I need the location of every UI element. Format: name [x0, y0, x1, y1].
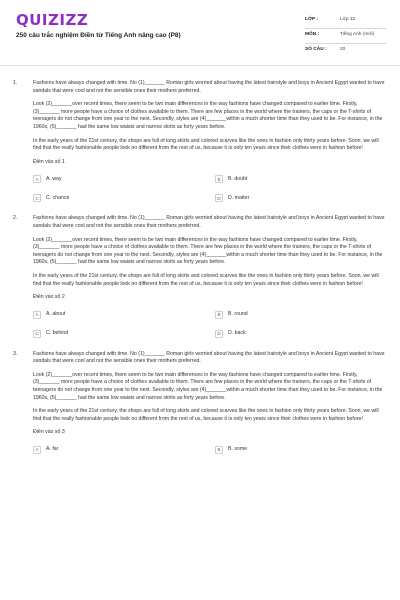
passage-paragraph: Look (2)_______over recent times, there seem to be two main differences in the way fashions have changed compared to earlier time. Firstly, (3)_______ more people have a choice of clothes available to them. There are few places in the world where the trainers, the caps or the T-shirts of teenagers do not change from one year to the next. Secondly, styles are (4)_______within a much shorter time than they used to be. For instance, in the 1960s, (5)_______ had the same low waists and narrow skirts as forty years before.: [33, 101, 383, 130]
question-list: [0, 80, 400, 467]
meta-row-count: [305, 44, 387, 58]
option-text: A. about: [46, 310, 66, 317]
meta-row-subject: [305, 29, 387, 44]
answer-option-b[interactable]: [215, 445, 385, 455]
option-letter-box: C: [33, 330, 41, 338]
worksheet-header: [0, 0, 400, 58]
quizizz-logo[interactable]: QUIZIZZ: [16, 11, 89, 29]
answer-option-a[interactable]: [33, 174, 215, 184]
answer-option-d[interactable]: [215, 193, 385, 203]
option-text: B. round: [228, 310, 248, 317]
option-letter-box: A: [33, 175, 41, 183]
option-letter-box: D: [215, 330, 223, 338]
passage-paragraph: Fashions have always changed with time. No (1)_______ Roman girls worried about having the latest hairstyle and boys in Ancient Egypt wanted to have sandals that were cool and not the sensible ones their mothers preferred.: [33, 350, 385, 365]
passage-paragraph: Fashions have always changed with time. No (1)_______ Roman girls worried about having the latest hairstyle and boys in Ancient Egypt wanted to have sandals that were cool and not the sensible ones their mothers preferred.: [33, 215, 385, 229]
question-item: [0, 215, 400, 338]
meta-value: Tiếng Anh (mới): [340, 32, 375, 37]
passage-paragraph: In the early years of the 21st century, the shops are full of long skirts and colored scarves like the ones in fashion only thirty years before. Soon, we will find that the really fashionable people look no different from the rest of us, because it is only ten years since their clothes were in fashion before!: [33, 272, 379, 287]
option-letter-box: A: [33, 311, 41, 319]
passage-paragraph: Look (2)_______over recent times, there seem to be two main differences in the way fashions have changed compared to earlier time. Firstly, (3)_______ more people have a choice of clothes available to them. There are few places in the world where the trainers, the caps or the T-shirts of teenagers do not change from one year to the next. Secondly, styles are (4)_______within a much shorter time than they used to be. For instance, in the 1960s, (5)_______ had the same low waists and narrow skirts as forty years before.: [33, 371, 383, 401]
header-divider: [0, 65, 400, 66]
question-item: [0, 80, 400, 203]
option-letter-box: C: [33, 194, 41, 202]
answer-options: [33, 310, 385, 339]
answer-option-c[interactable]: [33, 193, 215, 203]
passage-paragraph: In the early years of the 21st century, the shops are full of long skirts and colored scarves like the ones in fashion only thirty years before. Soon, we will find that the really fashionable people look no different from the rest of us, because it is only ten years since their clothes were in fashion before!: [33, 137, 379, 152]
option-letter-box: A: [33, 446, 41, 454]
meta-label: MÔN :: [305, 32, 320, 37]
worksheet-meta: [305, 14, 387, 58]
answer-options: [33, 174, 385, 203]
worksheet-title: 250 câu trắc nghiệm Điền từ Tiếng Anh nâng cao (P8): [16, 32, 181, 39]
answer-options: [33, 445, 385, 455]
question-item: [0, 351, 400, 455]
question-body: [33, 351, 385, 455]
option-text: B. some: [228, 446, 248, 453]
option-text: C. chance: [46, 194, 70, 201]
option-letter-box: B: [215, 311, 223, 319]
question-number: 2.: [13, 215, 18, 222]
option-text: A. way: [46, 175, 62, 182]
option-letter-box: B: [215, 175, 223, 183]
meta-label: LỚP :: [305, 17, 319, 22]
answer-option-b[interactable]: [215, 310, 385, 320]
answer-option-a[interactable]: [33, 310, 215, 320]
option-text: D. matter: [228, 194, 250, 201]
answer-option-b[interactable]: [215, 174, 385, 184]
meta-label: SỐ CÂU :: [305, 47, 327, 52]
meta-value: 20: [340, 47, 346, 52]
answer-option-d[interactable]: [215, 329, 385, 339]
answer-option-a[interactable]: [33, 445, 215, 455]
question-number: 3.: [13, 350, 18, 357]
question-body: [33, 215, 385, 338]
passage-paragraph: In the early years of the 21st century, the shops are full of long skirts and colored scarves like the ones in fashion only thirty years before. Soon, we will find that the really fashionable people look no different from the rest of us, because it is only ten years since their clothes were in fashion before!: [33, 408, 379, 422]
passage-paragraph: Look (2)_______over recent times, there seem to be two main differences in the way fashions have changed compared to earlier time. Firstly, (3)_______ more people have a choice of clothes available to them. There are few places in the world where the trainers, the caps or the T-shirts of teenagers do not change from one year to the next. Secondly, styles are (4)_______within a much shorter time than they used to be. For instance, in the 1960s, (5)_______ had the same low waists and narrow skirts as forty years before.: [33, 236, 383, 266]
option-text: C. behind: [46, 329, 69, 336]
question-body: [33, 80, 385, 203]
question-prompt: Điền vào số 1: [33, 158, 65, 165]
question-number: 1.: [13, 80, 18, 86]
option-letter-box: D: [215, 194, 223, 202]
meta-row-class: [305, 14, 387, 29]
question-prompt: Điền vào số 2: [33, 294, 65, 301]
question-prompt: Điền vào số 3: [33, 429, 65, 436]
passage-paragraph: Fashions have always changed with time. No (1)_______ Roman girls worried about having the latest hairstyle and boys in Ancient Egypt wanted to have sandals that were cool and not the sensible ones their mothers preferred.: [33, 80, 385, 94]
option-text: D. back: [228, 329, 246, 336]
option-text: A. far: [46, 446, 59, 453]
option-text: B. doubt: [228, 175, 248, 182]
option-letter-box: B: [215, 446, 223, 454]
answer-option-c[interactable]: [33, 329, 215, 339]
meta-value: Lớp 12: [340, 17, 356, 22]
